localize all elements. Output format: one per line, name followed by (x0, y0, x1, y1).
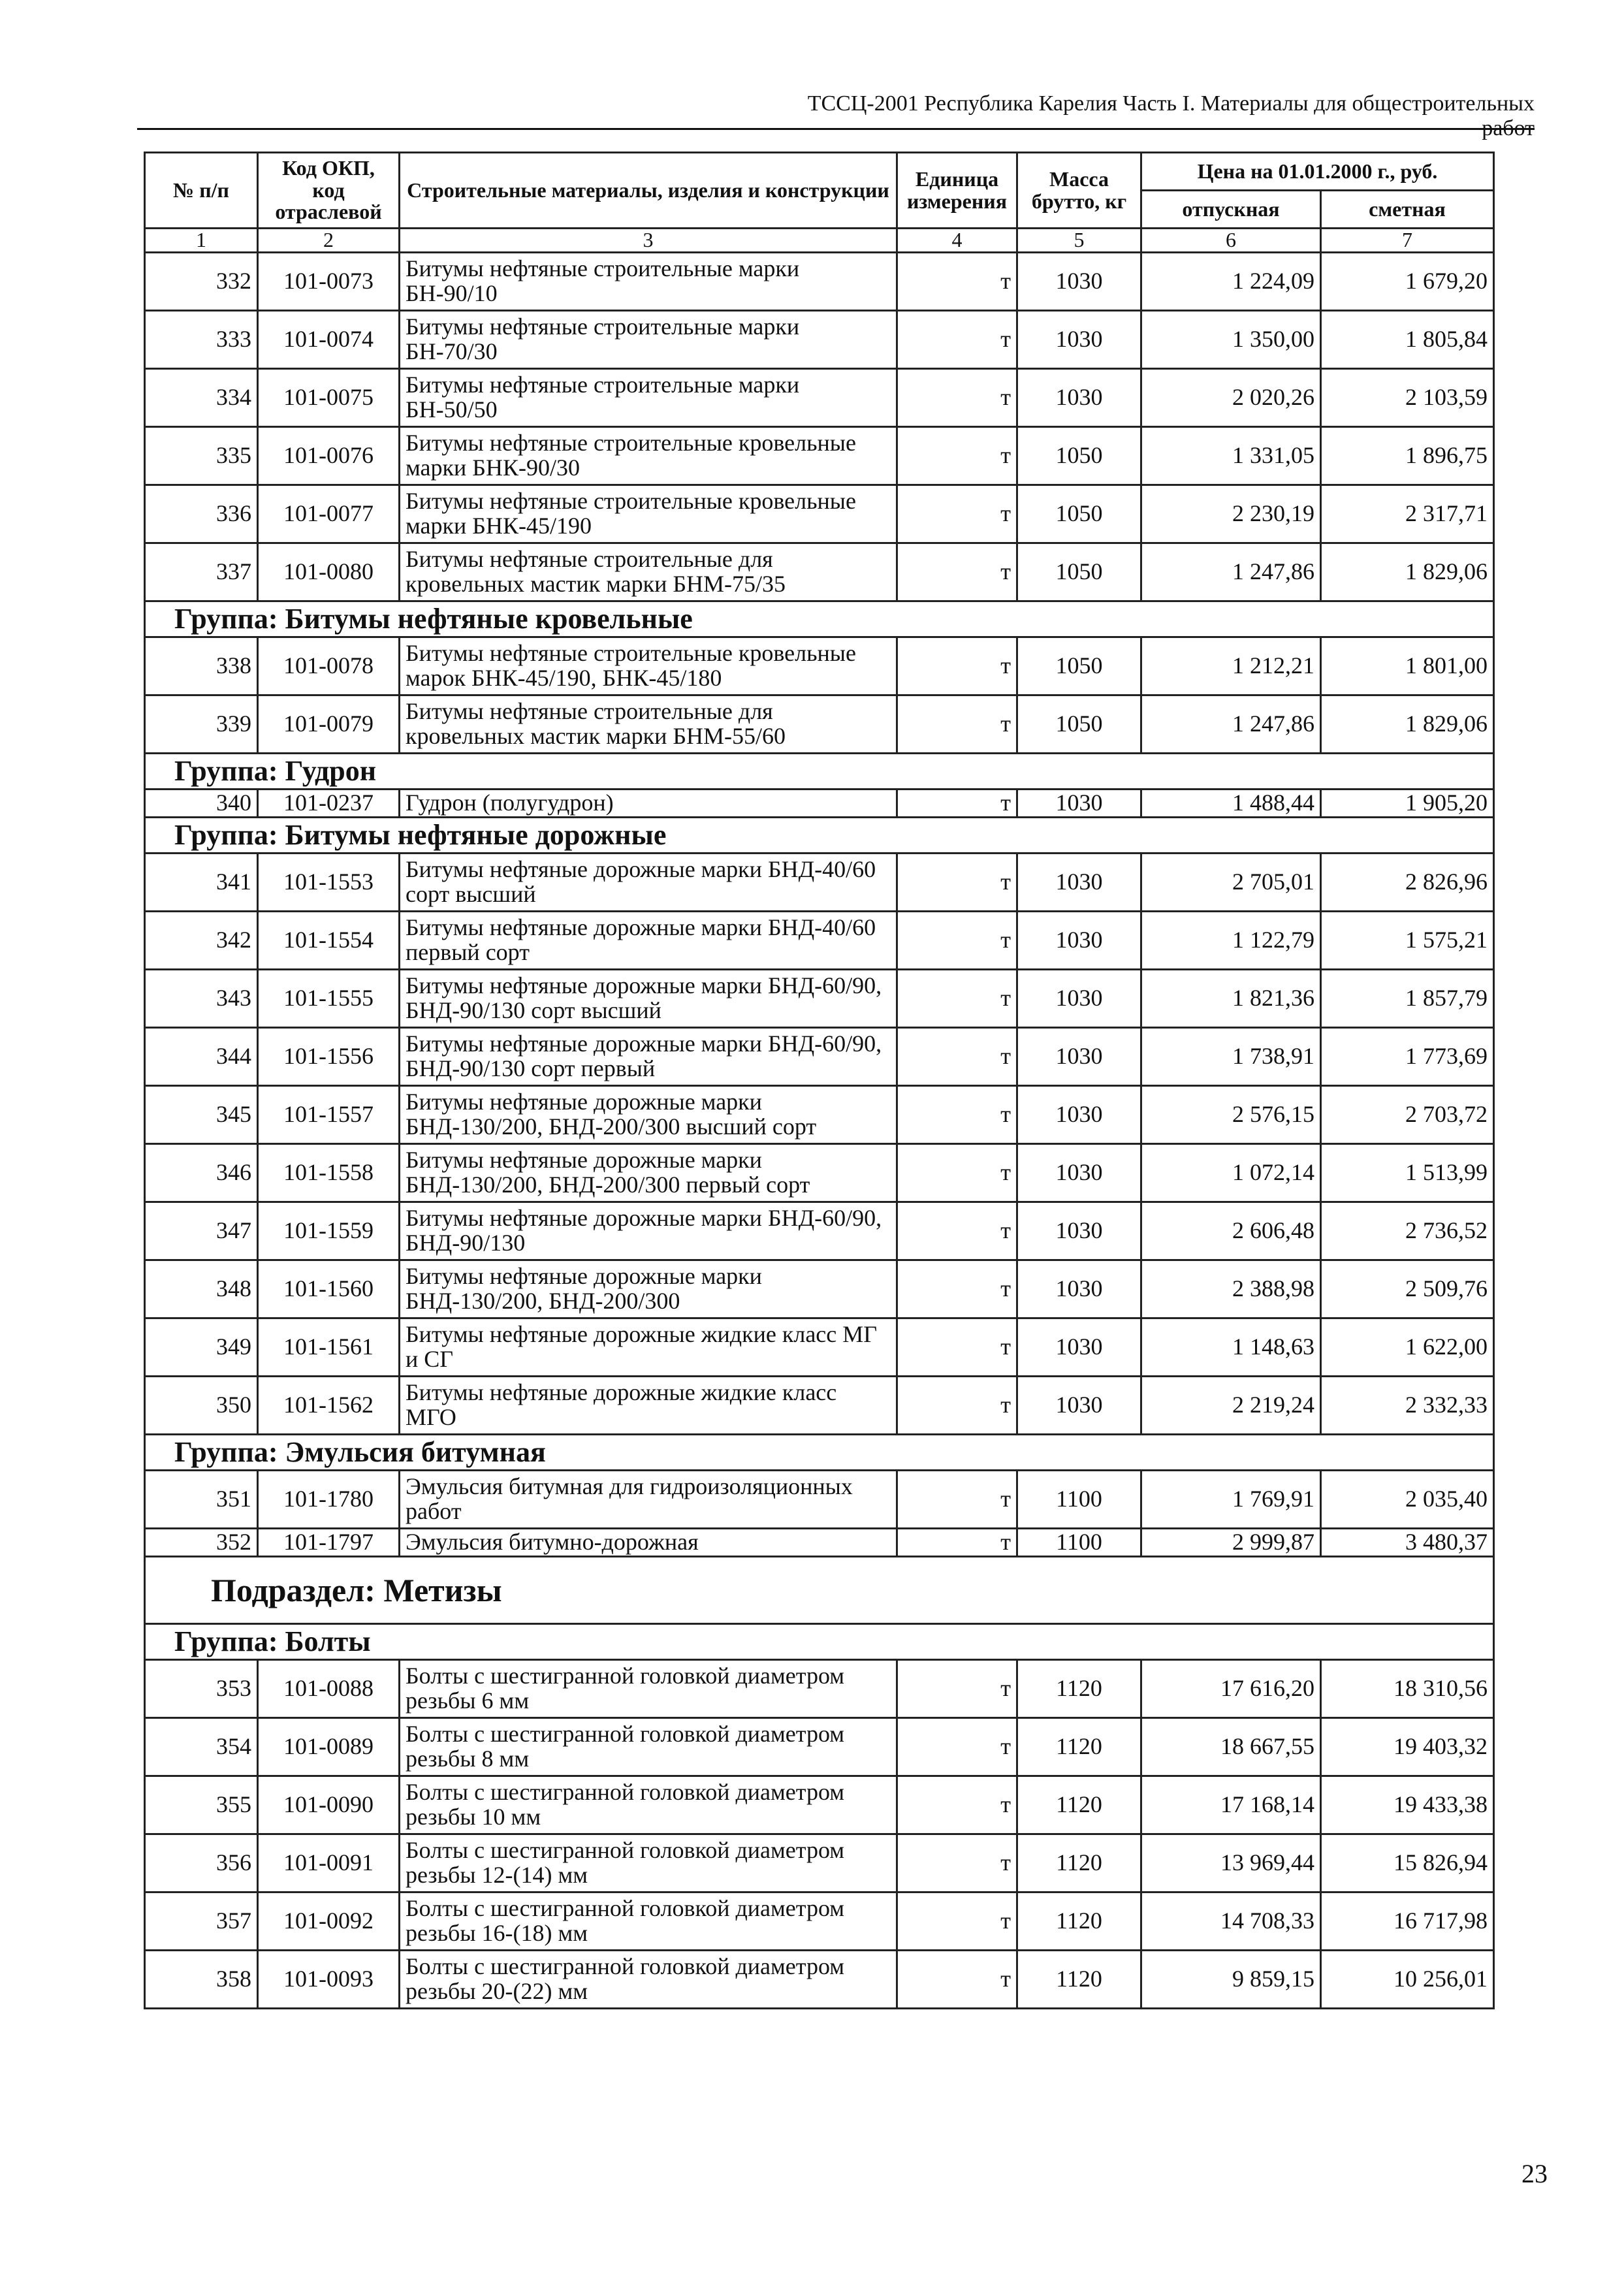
row-number: 352 (145, 1529, 258, 1557)
release-price: 2 999,87 (1141, 1529, 1321, 1557)
estimate-price: 1 622,00 (1321, 1318, 1494, 1377)
table-row (145, 1660, 1494, 1718)
material-name: Битумы нефтяные дорожные марки БНД-40/60 первый сорт (400, 912, 897, 970)
estimate-price: 1 896,75 (1321, 427, 1494, 485)
release-price: 18 667,55 (1141, 1718, 1321, 1776)
row-number: 345 (145, 1086, 258, 1144)
estimate-price: 1 513,99 (1321, 1144, 1494, 1202)
mass-cell: 1120 (1017, 1660, 1141, 1718)
unit-cell: т (897, 695, 1017, 754)
okp-code: 101-1780 (258, 1471, 400, 1529)
okp-code: 101-0091 (258, 1834, 400, 1892)
unit-cell: т (897, 1377, 1017, 1435)
estimate-price: 2 103,59 (1321, 369, 1494, 427)
table-row (145, 1086, 1494, 1144)
col-header-okp: Код ОКП, код отраслевой (258, 153, 400, 229)
table-row (145, 1202, 1494, 1260)
page-number: 23 (1521, 2159, 1548, 2188)
release-price: 2 576,15 (1141, 1086, 1321, 1144)
estimate-price: 19 403,32 (1321, 1718, 1494, 1776)
okp-code: 101-1557 (258, 1086, 400, 1144)
material-name: Болты с шестигранной головкой диаметром резьбы 8 мм (400, 1718, 897, 1776)
okp-code: 101-1553 (258, 854, 400, 912)
unit-cell: т (897, 854, 1017, 912)
group-heading: Группа: Битумы нефтяные дорожные (145, 818, 1494, 854)
mass-cell: 1100 (1017, 1471, 1141, 1529)
unit-cell: т (897, 1776, 1017, 1834)
table-row (145, 427, 1494, 485)
material-name: Битумы нефтяные дорожные марки БНД-130/200, БНД-200/300 высший сорт (400, 1086, 897, 1144)
release-price: 2 606,48 (1141, 1202, 1321, 1260)
estimate-price: 1 805,84 (1321, 311, 1494, 369)
material-name: Битумы нефтяные дорожные марки БНД-60/90, БНД-90/130 сорт высший (400, 970, 897, 1028)
release-price: 1 769,91 (1141, 1471, 1321, 1529)
row-number: 357 (145, 1892, 258, 1951)
estimate-price: 1 857,79 (1321, 970, 1494, 1028)
row-number: 338 (145, 637, 258, 695)
material-name: Эмульсия битумная для гидроизоляционных работ (400, 1471, 897, 1529)
estimate-price: 16 717,98 (1321, 1892, 1494, 1951)
column-number: 6 (1141, 229, 1321, 253)
okp-code: 101-1555 (258, 970, 400, 1028)
table-row (145, 1834, 1494, 1892)
table-row (145, 1892, 1494, 1951)
mass-cell: 1050 (1017, 695, 1141, 754)
group-heading: Группа: Эмульсия битумная (145, 1435, 1494, 1471)
row-number: 342 (145, 912, 258, 970)
material-name: Болты с шестигранной головкой диаметром резьбы 12-(14) мм (400, 1834, 897, 1892)
group-heading: Группа: Болты (145, 1624, 1494, 1660)
row-number: 333 (145, 311, 258, 369)
group-heading-row (145, 754, 1494, 790)
estimate-price: 1 679,20 (1321, 253, 1494, 311)
release-price: 2 219,24 (1141, 1377, 1321, 1435)
mass-cell: 1030 (1017, 369, 1141, 427)
estimate-price: 2 509,76 (1321, 1260, 1494, 1318)
material-name: Битумы нефтяные строительные кровельные марок БНК-45/190, БНК-45/180 (400, 637, 897, 695)
row-number: 343 (145, 970, 258, 1028)
okp-code: 101-0077 (258, 485, 400, 543)
material-name: Битумы нефтяные строительные кровельные марки БНК-45/190 (400, 485, 897, 543)
release-price: 1 148,63 (1141, 1318, 1321, 1377)
col-header-mass: Масса брутто, кг (1017, 153, 1141, 229)
unit-cell: т (897, 485, 1017, 543)
table-row (145, 1529, 1494, 1557)
material-name: Битумы нефтяные строительные марки БН-50/50 (400, 369, 897, 427)
table-row (145, 485, 1494, 543)
column-number: 4 (897, 229, 1017, 253)
mass-cell: 1030 (1017, 970, 1141, 1028)
col-header-unit: Единица измерения (897, 153, 1017, 229)
mass-cell: 1120 (1017, 1834, 1141, 1892)
release-price: 17 168,14 (1141, 1776, 1321, 1834)
mass-cell: 1030 (1017, 854, 1141, 912)
okp-code: 101-1561 (258, 1318, 400, 1377)
mass-cell: 1120 (1017, 1718, 1141, 1776)
unit-cell: т (897, 1718, 1017, 1776)
material-name: Болты с шестигранной головкой диаметром резьбы 10 мм (400, 1776, 897, 1834)
estimate-price: 2 826,96 (1321, 854, 1494, 912)
okp-code: 101-0093 (258, 1951, 400, 2009)
unit-cell: т (897, 637, 1017, 695)
estimate-price: 3 480,37 (1321, 1529, 1494, 1557)
group-heading-row (145, 601, 1494, 637)
row-number: 349 (145, 1318, 258, 1377)
group-heading-row (145, 1624, 1494, 1660)
okp-code: 101-0079 (258, 695, 400, 754)
unit-cell: т (897, 1660, 1017, 1718)
okp-code: 101-0080 (258, 543, 400, 601)
okp-code: 101-0076 (258, 427, 400, 485)
column-number: 3 (400, 229, 897, 253)
mass-cell: 1030 (1017, 1144, 1141, 1202)
mass-cell: 1100 (1017, 1529, 1141, 1557)
release-price: 1 224,09 (1141, 253, 1321, 311)
column-number: 1 (145, 229, 258, 253)
okp-code: 101-1554 (258, 912, 400, 970)
row-number: 335 (145, 427, 258, 485)
mass-cell: 1030 (1017, 1202, 1141, 1260)
table-body (145, 253, 1494, 2009)
release-price: 14 708,33 (1141, 1892, 1321, 1951)
estimate-price: 19 433,38 (1321, 1776, 1494, 1834)
release-price: 1 821,36 (1141, 970, 1321, 1028)
estimate-price: 2 035,40 (1321, 1471, 1494, 1529)
unit-cell: т (897, 1471, 1017, 1529)
material-name: Битумы нефтяные дорожные жидкие класс МГ и СГ (400, 1318, 897, 1377)
column-number: 2 (258, 229, 400, 253)
unit-cell: т (897, 1028, 1017, 1086)
unit-cell: т (897, 1529, 1017, 1557)
unit-cell: т (897, 311, 1017, 369)
release-price: 1 247,86 (1141, 695, 1321, 754)
mass-cell: 1030 (1017, 253, 1141, 311)
group-heading-row (145, 1435, 1494, 1471)
table-row (145, 970, 1494, 1028)
col-header-estimate: сметная (1321, 191, 1494, 229)
release-price: 17 616,20 (1141, 1660, 1321, 1718)
row-number: 358 (145, 1951, 258, 2009)
okp-code: 101-1562 (258, 1377, 400, 1435)
estimate-price: 10 256,01 (1321, 1951, 1494, 2009)
table-row (145, 1951, 1494, 2009)
table-row (145, 1260, 1494, 1318)
row-number: 351 (145, 1471, 258, 1529)
okp-code: 101-1556 (258, 1028, 400, 1086)
material-name: Битумы нефтяные дорожные жидкие класс МГО (400, 1377, 897, 1435)
okp-code: 101-0088 (258, 1660, 400, 1718)
mass-cell: 1030 (1017, 1260, 1141, 1318)
col-header-num: № п/п (145, 153, 258, 229)
release-price: 1 738,91 (1141, 1028, 1321, 1086)
estimate-price: 2 332,33 (1321, 1377, 1494, 1435)
unit-cell: т (897, 790, 1017, 818)
estimate-price: 1 829,06 (1321, 543, 1494, 601)
subsection-heading-row (145, 1557, 1494, 1624)
table-row (145, 311, 1494, 369)
row-number: 346 (145, 1144, 258, 1202)
material-name: Битумы нефтяные дорожные марки БНД-130/200, БНД-200/300 (400, 1260, 897, 1318)
material-name: Битумы нефтяные дорожные марки БНД-60/90, БНД-90/130 сорт первый (400, 1028, 897, 1086)
okp-code: 101-0078 (258, 637, 400, 695)
mass-cell: 1120 (1017, 1776, 1141, 1834)
material-name: Битумы нефтяные дорожные марки БНД-40/60 сорт высший (400, 854, 897, 912)
column-number-row (145, 229, 1494, 253)
unit-cell: т (897, 912, 1017, 970)
unit-cell: т (897, 543, 1017, 601)
mass-cell: 1030 (1017, 1377, 1141, 1435)
table-row (145, 1318, 1494, 1377)
material-name: Болты с шестигранной головкой диаметром резьбы 16-(18) мм (400, 1892, 897, 1951)
col-header-name: Строительные материалы, изделия и конструкции (400, 153, 897, 229)
okp-code: 101-1560 (258, 1260, 400, 1318)
estimate-price: 1 801,00 (1321, 637, 1494, 695)
okp-code: 101-0073 (258, 253, 400, 311)
row-number: 350 (145, 1377, 258, 1435)
mass-cell: 1050 (1017, 427, 1141, 485)
release-price: 9 859,15 (1141, 1951, 1321, 2009)
table-row (145, 1028, 1494, 1086)
mass-cell: 1030 (1017, 1318, 1141, 1377)
material-name: Гудрон (полугудрон) (400, 790, 897, 818)
unit-cell: т (897, 1260, 1017, 1318)
table-row (145, 1377, 1494, 1435)
unit-cell: т (897, 970, 1017, 1028)
okp-code: 101-0237 (258, 790, 400, 818)
okp-code: 101-0092 (258, 1892, 400, 1951)
material-name: Болты с шестигранной головкой диаметром резьбы 20-(22) мм (400, 1951, 897, 2009)
running-header: ТССЦ-2001 Республика Карелия Часть I. Материалы для общестроительных работ (807, 91, 1535, 140)
material-name: Болты с шестигранной головкой диаметром резьбы 6 мм (400, 1660, 897, 1718)
material-name: Битумы нефтяные строительные марки БН-90/10 (400, 253, 897, 311)
okp-code: 101-0075 (258, 369, 400, 427)
mass-cell: 1050 (1017, 637, 1141, 695)
mass-cell: 1050 (1017, 543, 1141, 601)
col-header-price: Цена на 01.01.2000 г., руб. (1141, 153, 1494, 191)
material-name: Битумы нефтяные строительные марки БН-70/30 (400, 311, 897, 369)
table-row (145, 790, 1494, 818)
mass-cell: 1050 (1017, 485, 1141, 543)
estimate-price: 2 703,72 (1321, 1086, 1494, 1144)
unit-cell: т (897, 1892, 1017, 1951)
release-price: 1 212,21 (1141, 637, 1321, 695)
unit-cell: т (897, 1834, 1017, 1892)
row-number: 337 (145, 543, 258, 601)
row-number: 344 (145, 1028, 258, 1086)
group-heading-row (145, 818, 1494, 854)
column-number: 5 (1017, 229, 1141, 253)
price-table (144, 152, 1495, 2009)
group-heading: Группа: Битумы нефтяные кровельные (145, 601, 1494, 637)
unit-cell: т (897, 1202, 1017, 1260)
table-row (145, 1718, 1494, 1776)
header-rule (137, 128, 1535, 130)
release-price: 1 488,44 (1141, 790, 1321, 818)
table-row (145, 637, 1494, 695)
release-price: 1 247,86 (1141, 543, 1321, 601)
col-header-release: отпускная (1141, 191, 1321, 229)
mass-cell: 1030 (1017, 790, 1141, 818)
row-number: 334 (145, 369, 258, 427)
unit-cell: т (897, 1318, 1017, 1377)
table-row (145, 695, 1494, 754)
mass-cell: 1120 (1017, 1951, 1141, 2009)
estimate-price: 1 773,69 (1321, 1028, 1494, 1086)
row-number: 348 (145, 1260, 258, 1318)
okp-code: 101-1559 (258, 1202, 400, 1260)
group-heading: Группа: Гудрон (145, 754, 1494, 790)
material-name: Битумы нефтяные дорожные марки БНД-60/90, БНД-90/130 (400, 1202, 897, 1260)
release-price: 2 020,26 (1141, 369, 1321, 427)
material-name: Битумы нефтяные строительные кровельные марки БНК-90/30 (400, 427, 897, 485)
table-row (145, 912, 1494, 970)
estimate-price: 2 736,52 (1321, 1202, 1494, 1260)
table-row (145, 1776, 1494, 1834)
material-name: Битумы нефтяные дорожные марки БНД-130/200, БНД-200/300 первый сорт (400, 1144, 897, 1202)
estimate-price: 1 575,21 (1321, 912, 1494, 970)
estimate-price: 2 317,71 (1321, 485, 1494, 543)
unit-cell: т (897, 1951, 1017, 2009)
table-row (145, 1144, 1494, 1202)
row-number: 353 (145, 1660, 258, 1718)
okp-code: 101-0074 (258, 311, 400, 369)
estimate-price: 1 829,06 (1321, 695, 1494, 754)
mass-cell: 1030 (1017, 1086, 1141, 1144)
table-row (145, 1471, 1494, 1529)
mass-cell: 1030 (1017, 1028, 1141, 1086)
release-price: 1 122,79 (1141, 912, 1321, 970)
okp-code: 101-1558 (258, 1144, 400, 1202)
row-number: 356 (145, 1834, 258, 1892)
mass-cell: 1120 (1017, 1892, 1141, 1951)
mass-cell: 1030 (1017, 311, 1141, 369)
okp-code: 101-1797 (258, 1529, 400, 1557)
material-name: Битумы нефтяные строительные для кровельных мастик марки БНМ-75/35 (400, 543, 897, 601)
row-number: 340 (145, 790, 258, 818)
release-price: 1 350,00 (1141, 311, 1321, 369)
unit-cell: т (897, 1086, 1017, 1144)
table-row (145, 854, 1494, 912)
unit-cell: т (897, 427, 1017, 485)
release-price: 1 072,14 (1141, 1144, 1321, 1202)
material-name: Битумы нефтяные строительные для кровельных мастик марки БНМ-55/60 (400, 695, 897, 754)
row-number: 355 (145, 1776, 258, 1834)
okp-code: 101-0089 (258, 1718, 400, 1776)
release-price: 2 388,98 (1141, 1260, 1321, 1318)
row-number: 339 (145, 695, 258, 754)
mass-cell: 1030 (1017, 912, 1141, 970)
table-head (145, 153, 1494, 253)
unit-cell: т (897, 369, 1017, 427)
material-name: Эмульсия битумно-дорожная (400, 1529, 897, 1557)
unit-cell: т (897, 1144, 1017, 1202)
row-number: 336 (145, 485, 258, 543)
row-number: 332 (145, 253, 258, 311)
column-number: 7 (1321, 229, 1494, 253)
estimate-price: 18 310,56 (1321, 1660, 1494, 1718)
table-row (145, 369, 1494, 427)
table-row (145, 253, 1494, 311)
okp-code: 101-0090 (258, 1776, 400, 1834)
unit-cell: т (897, 253, 1017, 311)
release-price: 13 969,44 (1141, 1834, 1321, 1892)
release-price: 2 230,19 (1141, 485, 1321, 543)
estimate-price: 15 826,94 (1321, 1834, 1494, 1892)
estimate-price: 1 905,20 (1321, 790, 1494, 818)
subsection-heading: Подраздел: Метизы (145, 1557, 1494, 1624)
release-price: 1 331,05 (1141, 427, 1321, 485)
row-number: 347 (145, 1202, 258, 1260)
table-row (145, 543, 1494, 601)
release-price: 2 705,01 (1141, 854, 1321, 912)
row-number: 341 (145, 854, 258, 912)
row-number: 354 (145, 1718, 258, 1776)
